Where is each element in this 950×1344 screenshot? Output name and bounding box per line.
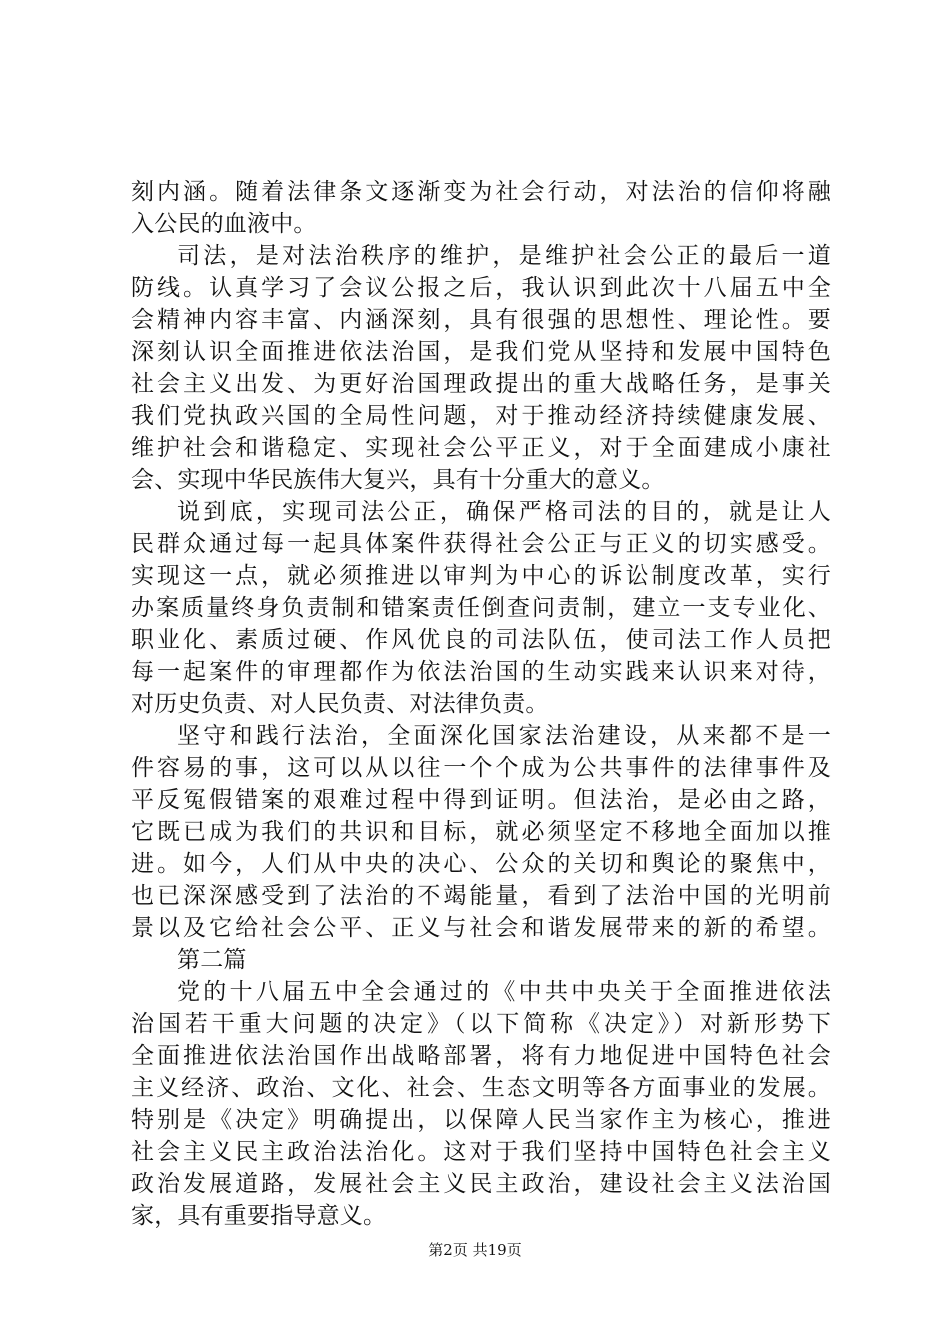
text-line: 也已深深感受到了法治的不竭能量，看到了法治中国的光明前 xyxy=(131,883,831,909)
text-line: 说到底，实现司法公正，确保严格司法的目的，就是让人 xyxy=(177,499,831,525)
text-line: 主义经济、政治、文化、社会、生态文明等各方面事业的发展。 xyxy=(131,1075,831,1101)
text-line: 它既已成为我们的共识和目标，就必须坚定不移地全面加以推 xyxy=(131,819,831,845)
text-line: 治国若干重大问题的决定》（以下简称《决定》）对新形势下 xyxy=(131,1011,831,1037)
text-line: 对历史负责、对人民负责、对法律负责。 xyxy=(131,691,549,717)
text-line: 每一起案件的审理都作为依法治国的生动实践来认识来对待， xyxy=(131,659,831,685)
paragraph-decision xyxy=(131,976,831,1232)
section-title: 第二篇 xyxy=(177,947,247,973)
paragraph-fair-justice xyxy=(131,496,831,720)
text-line: 进。如今，人们从中央的决心、公众的关切和舆论的聚焦中， xyxy=(131,851,831,877)
text-line: 刻内涵。随着法律条文逐渐变为社会行动，对法治的信仰将融 xyxy=(131,179,831,205)
paragraph-rule-of-law xyxy=(131,720,831,944)
text-line: 维护社会和谐稳定、实现社会公平正义，对于全面建成小康社 xyxy=(131,435,831,461)
text-line: 景以及它给社会公平、正义与社会和谐发展带来的新的希望。 xyxy=(131,915,831,941)
text-line: 全面推进依法治国作出战略部署，将有力地促进中国特色社会 xyxy=(131,1043,831,1069)
text-line: 会、实现中华民族伟大复兴，具有十分重大的意义。 xyxy=(131,467,665,493)
text-line: 我们党执政兴国的全局性问题，对于推动经济持续健康发展、 xyxy=(131,403,831,429)
text-line: 职业化、素质过硬、作风优良的司法队伍，使司法工作人员把 xyxy=(131,627,831,653)
text-line: 政治发展道路，发展社会主义民主政治，建设社会主义法治国 xyxy=(131,1171,831,1197)
paragraph-judiciary xyxy=(131,240,831,496)
text-line: 防线。认真学习了会议公报之后，我认识到此次十八届五中全 xyxy=(131,275,831,301)
text-line: 社会主义民主政治法治化。这对于我们坚持中国特色社会主义 xyxy=(131,1139,831,1165)
text-line: 办案质量终身负责制和错案责任倒查问责制，建立一支专业化、 xyxy=(131,595,831,621)
text-line: 平反冤假错案的艰难过程中得到证明。但法治，是必由之路， xyxy=(131,787,831,813)
text-line: 司法，是对法治秩序的维护，是维护社会公正的最后一道 xyxy=(177,243,831,269)
text-line: 党的十八届五中全会通过的《中共中央关于全面推进依法 xyxy=(177,979,831,1005)
text-line: 件容易的事，这可以从以往一个个成为公共事件的法律事件及 xyxy=(131,755,831,781)
text-line: 民群众通过每一起具体案件获得社会公正与正义的切实感受。 xyxy=(131,531,831,557)
text-line: 会精神内容丰富、内涵深刻，具有很强的思想性、理论性。要 xyxy=(131,307,831,333)
text-line: 深刻认识全面推进依法治国，是我们党从坚持和发展中国特色 xyxy=(131,339,831,365)
text-line: 坚守和践行法治，全面深化国家法治建设，从来都不是一 xyxy=(177,723,831,749)
page-number-footer: 第2页 共19页 xyxy=(428,1241,522,1259)
text-line: 社会主义出发、为更好治国理政提出的重大战略任务，是事关 xyxy=(131,371,831,397)
text-line: 特别是《决定》明确提出，以保障人民当家作主为核心，推进 xyxy=(131,1107,831,1133)
text-line: 实现这一点，就必须推进以审判为中心的诉讼制度改革，实行 xyxy=(131,563,831,589)
document-body xyxy=(131,176,831,1232)
text-line: 家，具有重要指导意义。 xyxy=(131,1203,387,1229)
section-heading xyxy=(131,944,831,976)
text-line: 入公民的血液中。 xyxy=(131,211,317,237)
paragraph-continuation xyxy=(131,176,831,240)
